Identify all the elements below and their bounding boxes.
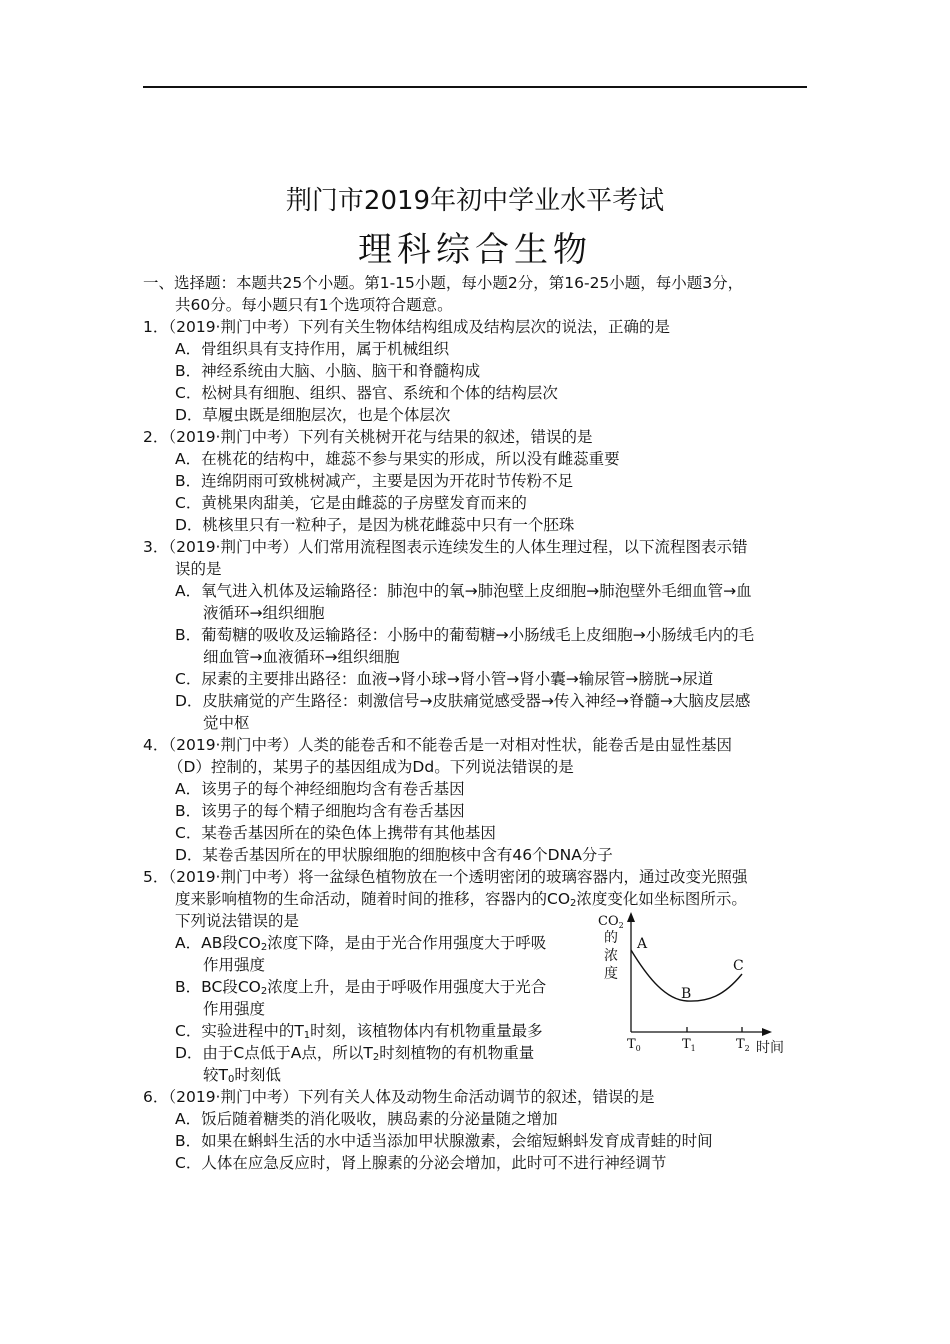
x-axis-label: 时间 bbox=[756, 1040, 784, 1056]
question-5-stem-cont2: 下列说法错误的是 bbox=[175, 912, 300, 930]
question-5-stem-text: 浓度变化如坐标图所示。 bbox=[576, 890, 747, 908]
question-2-stem: 2．（2019·荆门中考）下列有关桃树开花与结果的叙述，错误的是 bbox=[143, 428, 593, 446]
x-tick-label-t1: $T_1$ bbox=[682, 1037, 696, 1053]
question-5-stem-text: 度来影响植物的生命活动，随着时间的推移，容器内的CO bbox=[175, 890, 571, 908]
option-text: 较T bbox=[203, 1066, 228, 1084]
subscript: 2 bbox=[372, 1052, 380, 1063]
question-6-stem: 6．（2019·荆门中考）下列有关人体及动物生命活动调节的叙述，错误的是 bbox=[143, 1088, 655, 1106]
question-1-option-d: D．草履虫既是细胞层次，也是个体层次 bbox=[175, 406, 451, 424]
option-text: A．AB段CO bbox=[175, 934, 261, 952]
exam-subtitle: 荆门市2019年初中学业水平考试 bbox=[285, 186, 665, 216]
question-3-stem-cont: 误的是 bbox=[175, 560, 222, 578]
option-text: 浓度上升，是由于呼吸作用强度大于光合 bbox=[267, 978, 547, 996]
option-text: 时刻植物的有机物重量 bbox=[379, 1044, 535, 1062]
y-label-co2: $CO_2$ bbox=[598, 914, 624, 930]
question-5-stem: 5．（2019·荆门中考）将一盆绿色植物放在一个透明密闭的玻璃容器内，通过改变光照强 bbox=[143, 868, 748, 886]
question-3-option-d: D．皮肤痛觉的产生路径：刺激信号→皮肤痛觉感受器→传入神经→脊髓→大脑皮层感 bbox=[175, 692, 751, 710]
question-4-stem-cont: （D）控制的，某男子的基因组成为Dd。下列说法错误的是 bbox=[168, 758, 574, 776]
exam-title: 理科综合生物 bbox=[358, 230, 592, 270]
question-1-option-a: A．骨组织具有支持作用，属于机械组织 bbox=[175, 340, 450, 358]
question-3-option-a-cont: 液循环→组织细胞 bbox=[203, 604, 325, 622]
question-2-option-a: A．在桃花的结构中，雄蕊不参与果实的形成，所以没有雌蕊重要 bbox=[175, 450, 620, 468]
question-3-stem: 3．（2019·荆门中考）人们常用流程图表示连续发生的人体生理过程，以下流程图表示错 bbox=[143, 538, 748, 556]
option-text: 时刻低 bbox=[234, 1066, 281, 1084]
question-3-option-c: C．尿素的主要排出路径：血液→肾小球→肾小管→肾小囊→输尿管→膀胱→尿道 bbox=[175, 670, 714, 688]
question-4-option-d: D．某卷舌基因所在的甲状腺细胞的细胞核中含有46个DNA分子 bbox=[175, 846, 613, 864]
x-tick-label-t0: $T_0$ bbox=[627, 1037, 641, 1053]
question-4-option-a: A．该男子的每个神经细胞均含有卷舌基因 bbox=[175, 780, 465, 798]
point-label-b: B bbox=[681, 986, 692, 1002]
option-text: 时刻，该植物体内有机物重量最多 bbox=[310, 1022, 543, 1040]
y-label-nong: 浓 bbox=[604, 948, 618, 964]
subscript: 0 bbox=[227, 1074, 235, 1085]
question-3-option-a: A．氧气进入机体及运输路径：肺泡中的氧→肺泡壁上皮细胞→肺泡壁外毛细血管→血 bbox=[175, 582, 752, 600]
option-text: B．BC段CO bbox=[175, 978, 261, 996]
subscript: 2 bbox=[260, 986, 268, 997]
question-1-option-b: B．神经系统由大脑、小脑、脑干和脊髓构成 bbox=[175, 362, 481, 380]
question-3-option-b: B．葡萄糖的吸收及运输路径：小肠中的葡萄糖→小肠绒毛上皮细胞→小肠绒毛内的毛 bbox=[175, 626, 755, 644]
chart-axes bbox=[627, 912, 772, 1036]
question-1-stem: 1．（2019·荆门中考）下列有关生物体结构组成及结构层次的说法，正确的是 bbox=[143, 318, 670, 336]
question-3-option-d-cont: 觉中枢 bbox=[203, 714, 250, 732]
question-4-stem: 4．（2019·荆门中考）人类的能卷舌和不能卷舌是一对相对性状，能卷舌是由显性基因 bbox=[143, 736, 732, 754]
question-4-option-c: C．某卷舌基因所在的染色体上携带有其他基因 bbox=[175, 824, 496, 842]
top-rule bbox=[143, 86, 807, 88]
point-label-a: A bbox=[637, 936, 648, 952]
y-label-de: 的 bbox=[604, 930, 618, 946]
question-2-option-d: D．桃核里只有一粒种子，是因为桃花雌蕊中只有一个胚珠 bbox=[175, 516, 575, 534]
question-2-option-b: B．连绵阴雨可致桃树减产，主要是因为开花时节传粉不足 bbox=[175, 472, 574, 490]
question-2-option-c: C．黄桃果肉甜美，它是由雌蕊的子房壁发育而来的 bbox=[175, 494, 527, 512]
x-axis-arrow bbox=[762, 1028, 772, 1036]
question-6-option-b: B．如果在蝌蚪生活的水中适当添加甲状腺激素，会缩短蝌蚪发育成青蛙的时间 bbox=[175, 1132, 713, 1150]
point-label-c: C bbox=[733, 958, 744, 974]
x-tick-label-t2: $T_2$ bbox=[736, 1037, 750, 1053]
option-text: 浓度下降，是由于光合作用强度大于呼吸 bbox=[267, 934, 547, 952]
question-6-option-a: A．饭后随着糖类的消化吸收，胰岛素的分泌量随之增加 bbox=[175, 1110, 558, 1128]
option-text: D．由于C点低于A点，所以T bbox=[175, 1044, 373, 1062]
y-axis-arrow bbox=[627, 912, 635, 922]
subscript: 2 bbox=[260, 942, 268, 953]
question-5-option-b-cont: 作用强度 bbox=[203, 1000, 266, 1018]
question-1-option-c: C．松树具有细胞、组织、器官、系统和个体的结构层次 bbox=[175, 384, 558, 402]
subscript: 2 bbox=[570, 898, 577, 909]
question-6-option-c: C．人体在应急反应时，肾上腺素的分泌会增加，此时可不进行神经调节 bbox=[175, 1154, 667, 1172]
section-instructions: 一、选择题：本题共25个小题。第1-15小题，每小题2分，第16-25小题，每小题3分， bbox=[143, 274, 744, 292]
question-4-option-b: B．该男子的每个精子细胞均含有卷舌基因 bbox=[175, 802, 465, 820]
y-label-du: 度 bbox=[604, 966, 618, 982]
co2-concentration-graph bbox=[596, 910, 796, 1060]
question-3-option-b-cont: 细血管→血液循环→组织细胞 bbox=[203, 648, 400, 666]
question-5-option-a-cont: 作用强度 bbox=[203, 956, 266, 974]
subscript: 1 bbox=[303, 1030, 311, 1041]
section-instructions-cont: 共60分。每小题只有1个选项符合题意。 bbox=[175, 296, 453, 314]
option-text: C．实验进程中的T bbox=[175, 1022, 304, 1040]
